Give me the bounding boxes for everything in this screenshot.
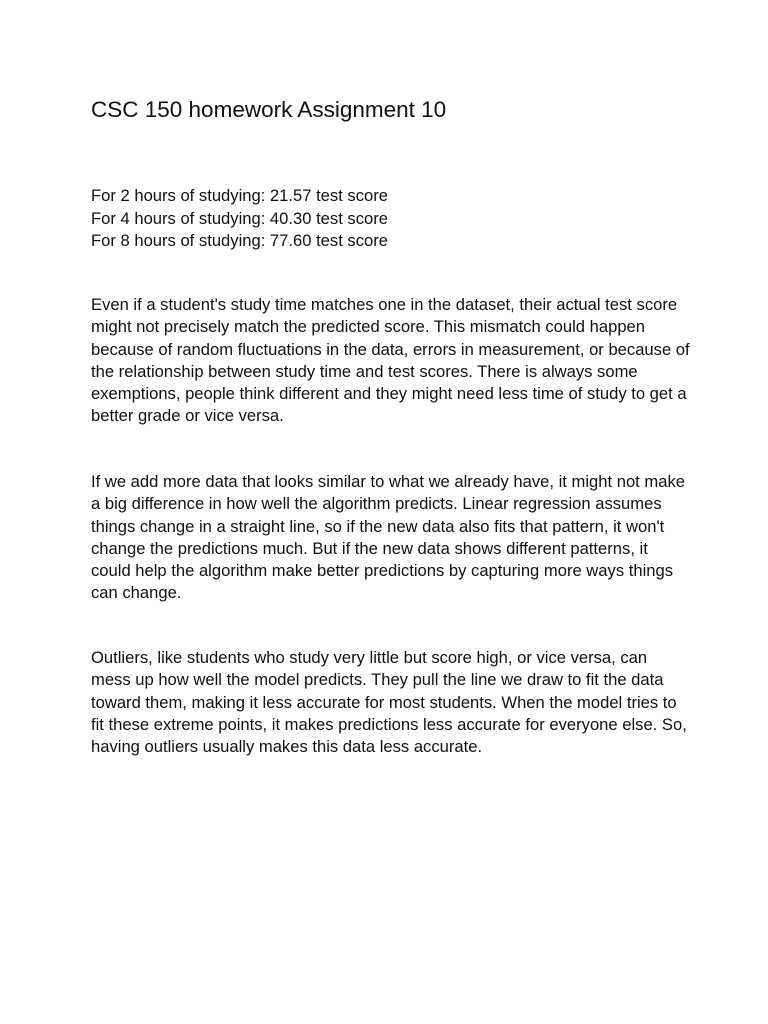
prediction-item: For 8 hours of studying: 77.60 test score [91, 231, 389, 250]
prediction-item: For 2 hours of studying: 21.57 test score [91, 186, 389, 205]
prediction-list [91, 185, 388, 253]
document-title: CSC 150 homework Assignment 10 [91, 97, 447, 122]
paragraph-outliers: Outliers, like students who study very little but score high, or vice versa, can mess up how well the model predicts. They pull the line we draw to fit the data toward them, making it less accurate for most students. When the model tries to fit these extreme points, it makes predictions less accurate for everyone else. So, having outliers usually makes this data less accurate. [91, 648, 687, 757]
prediction-item: For 4 hours of studying: 40.30 test score [91, 208, 389, 228]
paragraph-measurement-error: Even if a student's study time matches one in the dataset, their actual test score might not precisely match the predicted score. This mismatch could happen because of random fluctuations in the data, errors in measurement, or because of the relationship between study time and test scores. There is always some exemptions, people think different and they might need less time of study to get a better grade or vice versa. [91, 295, 690, 426]
paragraph-more-data: If we add more data that looks similar to what we already have, it might not make a big difference in how well the algorithm predicts. Linear regression assumes things change in a straight line, so if the new data also fits that pattern, it won't change the predictions much. But if the new data shows different patterns, it could help the algorithm make better predictions by capturing more ways things can change. [91, 472, 685, 603]
